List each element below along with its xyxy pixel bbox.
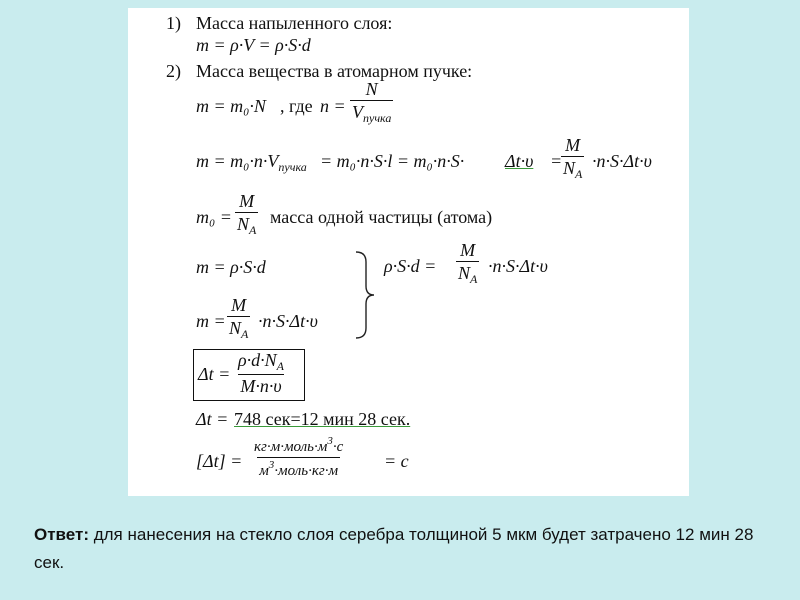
- dt-value: 748 сек=12 мин 28 сек.: [234, 409, 411, 429]
- m0-fraction-numerator: M: [239, 191, 255, 211]
- chain-formula-a: m = m₀·n·V: [196, 151, 279, 171]
- dt-formula-prefix: Δt =: [198, 364, 231, 384]
- units-denominator: м: [259, 463, 269, 479]
- item-1-number: 1): [166, 13, 181, 33]
- item-1-title: Масса напыленного слоя:: [196, 13, 393, 33]
- n-fraction-denominator: V: [352, 102, 363, 122]
- formula-m-m0-N: m = m₀·N: [196, 96, 266, 116]
- system-result-fraction-denominator-sub: A: [470, 272, 478, 286]
- system-line-2-fraction: [227, 296, 250, 340]
- system-line-2-fraction-denominator: N: [229, 318, 242, 338]
- chain-fraction-numerator: M: [565, 135, 581, 155]
- system-line-2-fraction-denominator-sub: A: [241, 327, 249, 341]
- answer-text: [34, 521, 774, 577]
- chain-formula-middle: = m₀·n·S·l = m₀·n·S·: [320, 151, 465, 171]
- answer-label: Ответ:: [34, 525, 89, 544]
- right-brace-icon: [352, 250, 376, 340]
- units-denominator-sup: 3: [268, 459, 275, 471]
- chain-formula-dt-upsilon: Δt·υ: [505, 151, 534, 171]
- n-fraction-numerator: N: [365, 79, 378, 99]
- units-fraction: [252, 436, 345, 479]
- answer-body: для нанесения на стекло слоя серебра толщиной 5 мкм будет затрачено 12 мин 28 сек.: [34, 525, 754, 572]
- m0-fraction: [235, 192, 258, 236]
- formula-n-label: n =: [320, 96, 346, 116]
- system-result-fraction-denominator: N: [458, 263, 471, 283]
- dt-fraction-numerator-sub: A: [276, 359, 284, 373]
- chain-fraction: [561, 136, 584, 180]
- system-line-1: m = ρ·S·d: [196, 257, 266, 277]
- dt-fraction: [236, 351, 286, 395]
- system-line-2-suffix: ·n·S·Δt·υ: [258, 311, 318, 331]
- item-2-number: 2): [166, 61, 181, 81]
- item-2-title: Масса вещества в атомарном пучке:: [196, 61, 473, 81]
- units-numerator: кг·м·моль·м: [254, 439, 328, 455]
- system-result-fraction-numerator: M: [460, 240, 476, 260]
- units-prefix: [Δt] =: [196, 451, 243, 471]
- chain-fraction-denominator-sub: A: [575, 167, 583, 181]
- chain-formula-tail: ·n·S·Δt·υ: [592, 151, 652, 171]
- where-text: , где: [280, 96, 313, 116]
- m0-fraction-denominator-sub: A: [249, 223, 257, 237]
- system-result-prefix: ρ·S·d =: [384, 256, 437, 276]
- dt-fraction-denominator: M·n·υ: [240, 376, 282, 396]
- m0-label: m₀ =: [196, 207, 232, 227]
- system-result-fraction: [456, 241, 479, 285]
- dt-value-prefix: Δt =: [196, 409, 229, 429]
- m0-description: масса одной частицы (атома): [270, 207, 493, 227]
- system-line-2-fraction-numerator: M: [231, 295, 247, 315]
- units-suffix: = с: [384, 451, 409, 471]
- units-denominator-tail: ·моль·кг·м: [274, 463, 339, 479]
- system-line-2-prefix: m =: [196, 311, 226, 331]
- chain-fraction-denominator: N: [563, 158, 576, 178]
- item-1-formula: m = ρ·V = ρ·S·d: [196, 35, 311, 55]
- units-numerator-tail: ·с: [332, 439, 344, 455]
- n-fraction: [350, 80, 393, 124]
- system-result-suffix: ·n·S·Δt·υ: [488, 256, 548, 276]
- chain-formula-sub: пучка: [278, 160, 307, 174]
- units-numerator-sup: 3: [327, 435, 333, 447]
- n-fraction-denominator-sub: пучка: [363, 111, 392, 125]
- m0-fraction-denominator: N: [237, 214, 250, 234]
- dt-fraction-numerator: ρ·d·N: [238, 350, 277, 370]
- chain-formula-start: [196, 152, 307, 173]
- chain-formula-equals: =: [550, 151, 563, 171]
